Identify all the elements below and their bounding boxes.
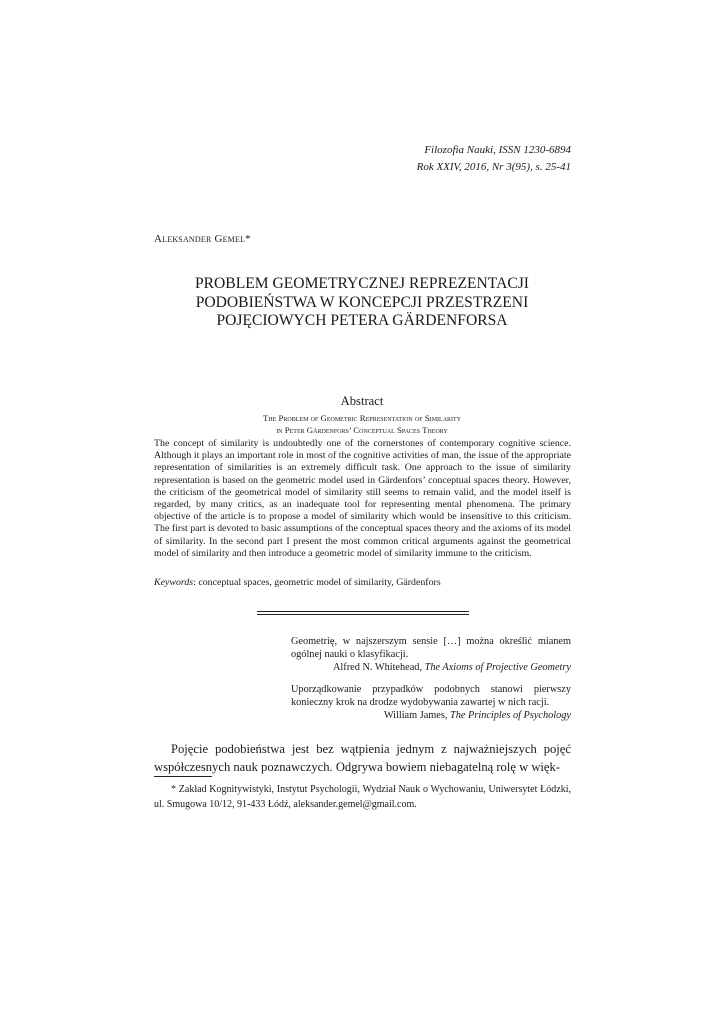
journal-line-2: Rok XXIV, 2016, Nr 3(95), s. 25-41 — [416, 161, 571, 173]
title-line-3: POJĘCIOWYCH PETERA GÄRDENFORSA — [216, 312, 508, 329]
abstract-text: The concept of similarity is undoubtedly one of the cornerstones of contemporary cognitive science. Although it plays an important role in most of the cognitive activities of man, the issue of the appropriate representation of similarities is an extremely difficult task. One approach to the issue of similarity representation is based on the geometric model used in Gärdenfors’ conceptual spaces theory. However, the criticism of the geometrical model of similarity still seems to remain valid, and the model itself is regarded, by many critics, as an inadequate tool for representing mental phenomena. The primary objective of the article is to propose a model of similarity which would be insensitive to this criticism. The first part is devoted to basic assumptions of the conceptual spaces theory and the axioms of its model of similarity. In the second part I present the most common critical arguments against the geometrical model of similarity and then introduce a geometric model of similarity immune to the criticism. — [154, 438, 571, 559]
quote-1-text: Geometrię, w najszerszym sensie […] można określić mianem ogólnej nauki o klasyfikacji. — [291, 636, 571, 660]
footnote: * Zakład Kognitywistyki, Instytut Psychologii, Wydział Nauk o Wychowaniu, Uniwersytet Łódzki, ul. Smugowa 10/12, 91-433 Łódź, aleksander.gemel@gmail.com. — [154, 784, 571, 810]
title-line-2: PODOBIEŃSTWA W KONCEPCJI PRZESTRZENI — [195, 293, 529, 311]
journal-info — [417, 142, 571, 176]
keywords-list: : conceptual spaces, geometric model of similarity, Gärdenfors — [193, 577, 441, 588]
english-title-line-2: in Peter Gärdenfors’ Conceptual Spaces Theory — [276, 424, 448, 435]
keywords — [154, 577, 571, 588]
journal-line-1: Filozofia Nauki, ISSN 1230-6894 — [424, 144, 571, 156]
footnote-rule — [154, 776, 212, 777]
quote-2-text: Uporządkowanie przypadków podobnych stanowi pierwszy konieczny krok na drodze wydobywania zawartej w nich racji. — [291, 684, 571, 708]
epigraph-quote-1 — [291, 635, 571, 674]
quote-2-author: William James, — [383, 710, 451, 721]
separator-rule-bottom — [257, 614, 469, 615]
body-paragraph: Pojęcie podobieństwa jest bez wątpienia jednym z najważniejszych pojęć współczesnych nauk poznawczych. Odgrywa bowiem niebagatelną rolę w więk- — [154, 742, 571, 774]
author-name: Aleksander Gemel* — [154, 233, 251, 245]
quote-1-work: The Axioms of Projective Geometry — [424, 662, 571, 673]
epigraph-quote-2 — [291, 683, 571, 722]
title-line-1: PROBLEM GEOMETRYCZNEJ REPREZENTACJI — [194, 275, 530, 292]
abstract-heading: Abstract — [340, 394, 384, 408]
quote-2-work: The Principles of Psychology — [450, 710, 571, 721]
quote-1-author: Alfred N. Whitehead, — [333, 662, 425, 673]
article-title — [154, 275, 570, 331]
separator-rule-top — [257, 611, 469, 612]
quote-1-source — [291, 661, 571, 674]
english-title — [154, 413, 570, 436]
keywords-label: Keywords — [154, 577, 194, 588]
english-title-line-1: The Problem of Geometric Representation of Similarity — [262, 413, 462, 423]
quote-2-source — [291, 709, 571, 722]
